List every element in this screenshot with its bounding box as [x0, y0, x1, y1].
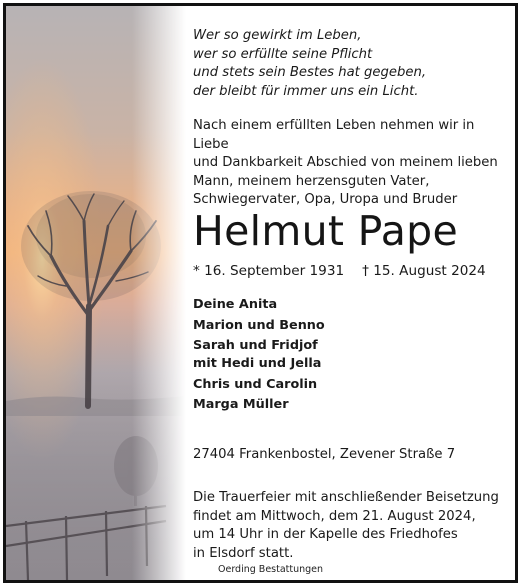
mourners-list	[193, 296, 325, 417]
mourner-entry	[193, 337, 325, 373]
poem	[193, 27, 426, 101]
service-notice	[193, 489, 499, 563]
service-line: in Elsdorf statt.	[193, 545, 294, 561]
service-line: Die Trauerfeier mit anschließender Beisetzung	[193, 490, 499, 505]
mourner-line: Deine Anita	[193, 297, 278, 312]
deceased-name: Helmut Pape	[193, 207, 459, 255]
poem-line: wer so erfüllte seine Pflicht	[193, 46, 373, 62]
intro-line: Schwiegervater, Opa, Uropa und Bruder	[193, 192, 458, 207]
mourner-line: Marion und Benno	[193, 317, 325, 333]
life-dates	[193, 262, 486, 281]
mourner-line: Sarah und Fridjof	[193, 338, 318, 353]
intro-line: Mann, meinem herzensguten Vater,	[193, 173, 430, 189]
sunset-tree-photo	[6, 6, 186, 580]
intro-paragraph	[193, 117, 509, 210]
mourner-line: Marga Müller	[193, 397, 289, 412]
service-line: um 14 Uhr in der Kapelle des Friedhofes	[193, 527, 458, 542]
intro-line: Nach einem erfüllten Leben nehmen wir in Liebe	[193, 118, 475, 152]
poem-line: und stets sein Bestes hat gegeben,	[193, 65, 427, 80]
address: 27404 Frankenbostel, Zevener Straße 7	[193, 447, 456, 462]
mourner-entry	[193, 396, 325, 414]
poem-line: der bleibt für immer uns ein Licht.	[193, 83, 419, 99]
funeral-home-credit: Oerding Bestattungen	[218, 564, 324, 575]
mourner-entry	[193, 376, 325, 394]
mourner-line: Chris und Carolin	[193, 376, 318, 392]
service-line: findet am Mittwoch, dem 21. August 2024,	[193, 508, 476, 524]
birth-date: * 16. September 1931	[193, 263, 345, 279]
mourner-entry	[193, 317, 325, 335]
death-date: † 15. August 2024	[362, 263, 486, 279]
mourner-line: mit Hedi und Jella	[193, 356, 322, 371]
obituary-card	[3, 3, 518, 583]
poem-line: Wer so gewirkt im Leben,	[193, 28, 362, 43]
mourner-entry	[193, 296, 325, 314]
intro-line: und Dankbarkeit Abschied von meinem lieben	[193, 155, 498, 170]
